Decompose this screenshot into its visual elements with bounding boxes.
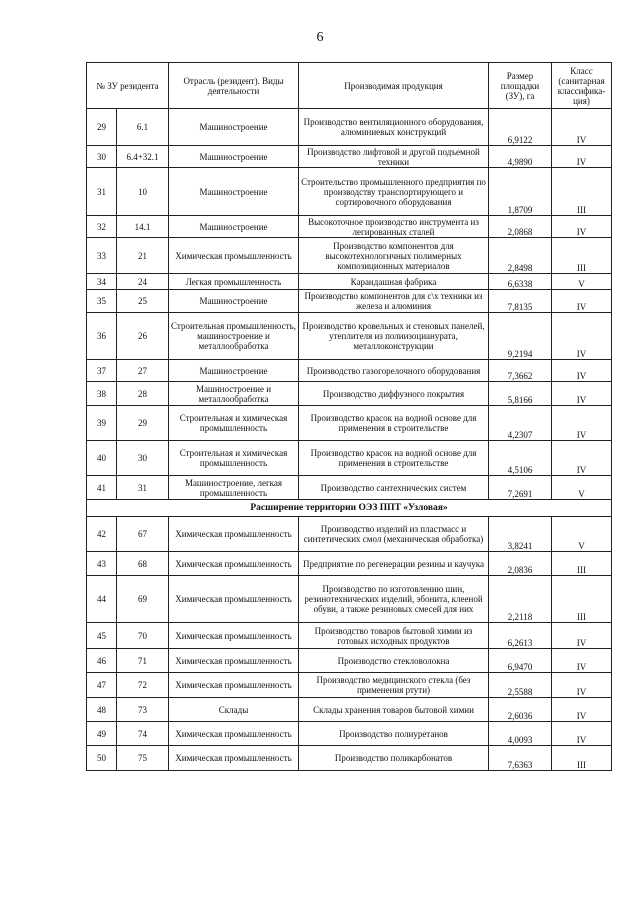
cell-product: Производство лифтовой и другой подъемной техники bbox=[299, 146, 489, 168]
table-row bbox=[87, 476, 612, 500]
table-row bbox=[87, 517, 612, 552]
cell-class: IV bbox=[552, 146, 612, 168]
cell-class: IV bbox=[552, 216, 612, 238]
cell-row-number: 33 bbox=[87, 238, 117, 274]
cell-area: 2,0836 bbox=[489, 552, 552, 576]
cell-class: IV bbox=[552, 698, 612, 722]
cell-zu-number: 21 bbox=[117, 238, 169, 274]
cell-class: V bbox=[552, 476, 612, 500]
cell-class: IV bbox=[552, 441, 612, 476]
cell-area: 9,2194 bbox=[489, 313, 552, 360]
cell-row-number: 46 bbox=[87, 649, 117, 673]
table-header-row bbox=[87, 63, 612, 109]
cell-industry: Машиностроение bbox=[169, 216, 299, 238]
cell-zu-number: 72 bbox=[117, 673, 169, 698]
cell-area: 6,2613 bbox=[489, 623, 552, 649]
cell-class: IV bbox=[552, 290, 612, 313]
cell-class: III bbox=[552, 168, 612, 216]
cell-row-number: 37 bbox=[87, 360, 117, 382]
cell-zu-number: 69 bbox=[117, 576, 169, 623]
cell-zu-number: 27 bbox=[117, 360, 169, 382]
cell-zu-number: 6.1 bbox=[117, 109, 169, 146]
cell-area: 3,8241 bbox=[489, 517, 552, 552]
cell-area: 4,0093 bbox=[489, 722, 552, 746]
table-row bbox=[87, 623, 612, 649]
cell-class: IV bbox=[552, 360, 612, 382]
cell-row-number: 48 bbox=[87, 698, 117, 722]
cell-area: 4,9890 bbox=[489, 146, 552, 168]
cell-product: Производство компонентов для высокотехнологичных полимерных композиционных материалов bbox=[299, 238, 489, 274]
cell-class: IV bbox=[552, 673, 612, 698]
cell-product: Карандашная фабрика bbox=[299, 274, 489, 290]
cell-area: 2,0868 bbox=[489, 216, 552, 238]
table-row bbox=[87, 168, 612, 216]
section-title: Расширение территории ОЭЗ ППТ «Узловая» bbox=[87, 500, 612, 517]
cell-row-number: 32 bbox=[87, 216, 117, 238]
cell-product: Строительство промышленного предприятия по производству транспортирующего и сортировочного оборудования bbox=[299, 168, 489, 216]
table-row bbox=[87, 673, 612, 698]
table-row bbox=[87, 441, 612, 476]
cell-area: 4,2307 bbox=[489, 406, 552, 441]
table-row bbox=[87, 382, 612, 406]
header-area: Размер площадки (ЗУ), га bbox=[489, 63, 552, 109]
cell-zu-number: 29 bbox=[117, 406, 169, 441]
header-product: Производимая продукция bbox=[299, 63, 489, 109]
cell-area: 6,9122 bbox=[489, 109, 552, 146]
cell-industry: Химическая промышленность bbox=[169, 722, 299, 746]
cell-row-number: 40 bbox=[87, 441, 117, 476]
header-zu: № ЗУ резидента bbox=[87, 63, 169, 109]
cell-product: Производство поликарбонатов bbox=[299, 746, 489, 771]
table-row bbox=[87, 146, 612, 168]
table-row bbox=[87, 216, 612, 238]
cell-zu-number: 71 bbox=[117, 649, 169, 673]
table-row bbox=[87, 109, 612, 146]
cell-product: Производство красок на водной основе для применения в строительстве bbox=[299, 406, 489, 441]
table-row bbox=[87, 698, 612, 722]
table-row bbox=[87, 722, 612, 746]
table-row bbox=[87, 649, 612, 673]
cell-row-number: 35 bbox=[87, 290, 117, 313]
cell-industry: Химическая промышленность bbox=[169, 552, 299, 576]
cell-industry: Машиностроение bbox=[169, 290, 299, 313]
cell-zu-number: 74 bbox=[117, 722, 169, 746]
cell-industry: Строительная промышленность, машиностроение и металлообработка bbox=[169, 313, 299, 360]
cell-zu-number: 24 bbox=[117, 274, 169, 290]
cell-class: IV bbox=[552, 313, 612, 360]
table-row bbox=[87, 313, 612, 360]
cell-industry: Склады bbox=[169, 698, 299, 722]
cell-product: Производство изделий из пластмасс и синтетических смол (механическая обработка) bbox=[299, 517, 489, 552]
table-body-main bbox=[87, 109, 612, 500]
cell-product: Производство товаров бытовой химии из готовых исходных продуктов bbox=[299, 623, 489, 649]
cell-industry: Химическая промышленность bbox=[169, 238, 299, 274]
cell-row-number: 29 bbox=[87, 109, 117, 146]
cell-area: 2,6036 bbox=[489, 698, 552, 722]
cell-class: IV bbox=[552, 722, 612, 746]
cell-row-number: 34 bbox=[87, 274, 117, 290]
cell-class: V bbox=[552, 517, 612, 552]
cell-product: Производство сантехнических систем bbox=[299, 476, 489, 500]
table-row bbox=[87, 290, 612, 313]
cell-industry: Машиностроение и металлообработка bbox=[169, 382, 299, 406]
cell-product: Производство полиуретанов bbox=[299, 722, 489, 746]
cell-row-number: 45 bbox=[87, 623, 117, 649]
cell-class: III bbox=[552, 576, 612, 623]
cell-zu-number: 26 bbox=[117, 313, 169, 360]
cell-industry: Химическая промышленность bbox=[169, 746, 299, 771]
cell-product: Производство по изготовлению шин, резинотехнических изделий, эбонита, клееной обуви, а также резиновых смесей для них bbox=[299, 576, 489, 623]
cell-zu-number: 25 bbox=[117, 290, 169, 313]
cell-product: Производство красок на водной основе для применения в строительстве bbox=[299, 441, 489, 476]
cell-zu-number: 70 bbox=[117, 623, 169, 649]
cell-area: 6,6338 bbox=[489, 274, 552, 290]
cell-product: Производство стекловолокна bbox=[299, 649, 489, 673]
cell-area: 1,8709 bbox=[489, 168, 552, 216]
cell-industry: Машиностроение bbox=[169, 146, 299, 168]
cell-zu-number: 73 bbox=[117, 698, 169, 722]
cell-zu-number: 75 bbox=[117, 746, 169, 771]
header-class: Класс (санитарная классифика- ция) bbox=[552, 63, 612, 109]
cell-row-number: 30 bbox=[87, 146, 117, 168]
cell-class: IV bbox=[552, 382, 612, 406]
table-row bbox=[87, 238, 612, 274]
cell-area: 7,3662 bbox=[489, 360, 552, 382]
table-row bbox=[87, 576, 612, 623]
cell-class: IV bbox=[552, 649, 612, 673]
cell-industry: Легкая промышленность bbox=[169, 274, 299, 290]
cell-row-number: 38 bbox=[87, 382, 117, 406]
cell-product: Производство вентиляционного оборудования, алюминиевых конструкций bbox=[299, 109, 489, 146]
cell-zu-number: 68 bbox=[117, 552, 169, 576]
cell-product: Высокоточное производство инструмента из легированных сталей bbox=[299, 216, 489, 238]
cell-industry: Химическая промышленность bbox=[169, 517, 299, 552]
cell-row-number: 50 bbox=[87, 746, 117, 771]
cell-row-number: 44 bbox=[87, 576, 117, 623]
cell-industry: Химическая промышленность bbox=[169, 673, 299, 698]
cell-area: 7,8135 bbox=[489, 290, 552, 313]
table-row bbox=[87, 360, 612, 382]
cell-product: Производство компонентов для с\х техники из железа и алюминия bbox=[299, 290, 489, 313]
cell-row-number: 42 bbox=[87, 517, 117, 552]
cell-zu-number: 31 bbox=[117, 476, 169, 500]
cell-product: Склады хранения товаров бытовой химии bbox=[299, 698, 489, 722]
cell-zu-number: 10 bbox=[117, 168, 169, 216]
cell-class: V bbox=[552, 274, 612, 290]
table-row bbox=[87, 274, 612, 290]
cell-row-number: 49 bbox=[87, 722, 117, 746]
cell-class: III bbox=[552, 238, 612, 274]
cell-class: III bbox=[552, 552, 612, 576]
cell-class: IV bbox=[552, 406, 612, 441]
cell-product: Предприятие по регенерации резины и каучука bbox=[299, 552, 489, 576]
cell-area: 7,6363 bbox=[489, 746, 552, 771]
cell-zu-number: 67 bbox=[117, 517, 169, 552]
cell-row-number: 31 bbox=[87, 168, 117, 216]
cell-industry: Машиностроение bbox=[169, 109, 299, 146]
table-row bbox=[87, 552, 612, 576]
cell-industry: Химическая промышленность bbox=[169, 623, 299, 649]
cell-area: 5,8166 bbox=[489, 382, 552, 406]
table-row bbox=[87, 746, 612, 771]
cell-product: Производство диффузного покрытия bbox=[299, 382, 489, 406]
cell-zu-number: 14.1 bbox=[117, 216, 169, 238]
cell-row-number: 36 bbox=[87, 313, 117, 360]
cell-area: 2,2118 bbox=[489, 576, 552, 623]
cell-industry: Машиностроение bbox=[169, 168, 299, 216]
cell-area: 2,5588 bbox=[489, 673, 552, 698]
page-number: 6 bbox=[316, 30, 324, 45]
table-row bbox=[87, 406, 612, 441]
cell-zu-number: 6.4+32.1 bbox=[117, 146, 169, 168]
cell-product: Производство медицинского стекла (без применения ртути) bbox=[299, 673, 489, 698]
cell-area: 4,5106 bbox=[489, 441, 552, 476]
cell-zu-number: 30 bbox=[117, 441, 169, 476]
cell-class: III bbox=[552, 746, 612, 771]
cell-industry: Химическая промышленность bbox=[169, 649, 299, 673]
cell-zu-number: 28 bbox=[117, 382, 169, 406]
cell-class: IV bbox=[552, 109, 612, 146]
cell-row-number: 43 bbox=[87, 552, 117, 576]
cell-row-number: 39 bbox=[87, 406, 117, 441]
section-row bbox=[87, 500, 612, 517]
cell-industry: Строительная и химическая промышленность bbox=[169, 441, 299, 476]
cell-area: 6,9470 bbox=[489, 649, 552, 673]
residents-table bbox=[86, 62, 612, 771]
cell-product: Производство кровельных и стеновых панелей, утеплителя из полиизоцианурата, металлоконструкции bbox=[299, 313, 489, 360]
cell-row-number: 47 bbox=[87, 673, 117, 698]
cell-product: Производство газогорелочного оборудования bbox=[299, 360, 489, 382]
cell-industry: Машиностроение bbox=[169, 360, 299, 382]
cell-row-number: 41 bbox=[87, 476, 117, 500]
cell-industry: Машиностроение, легкая промышленность bbox=[169, 476, 299, 500]
table-body-extension bbox=[87, 517, 612, 771]
cell-industry: Химическая промышленность bbox=[169, 576, 299, 623]
cell-class: IV bbox=[552, 623, 612, 649]
cell-area: 7,2691 bbox=[489, 476, 552, 500]
cell-area: 2,8498 bbox=[489, 238, 552, 274]
table-body-section bbox=[87, 500, 612, 517]
cell-industry: Строительная и химическая промышленность bbox=[169, 406, 299, 441]
header-industry: Отрасль (резидент). Виды деятельности bbox=[169, 63, 299, 109]
